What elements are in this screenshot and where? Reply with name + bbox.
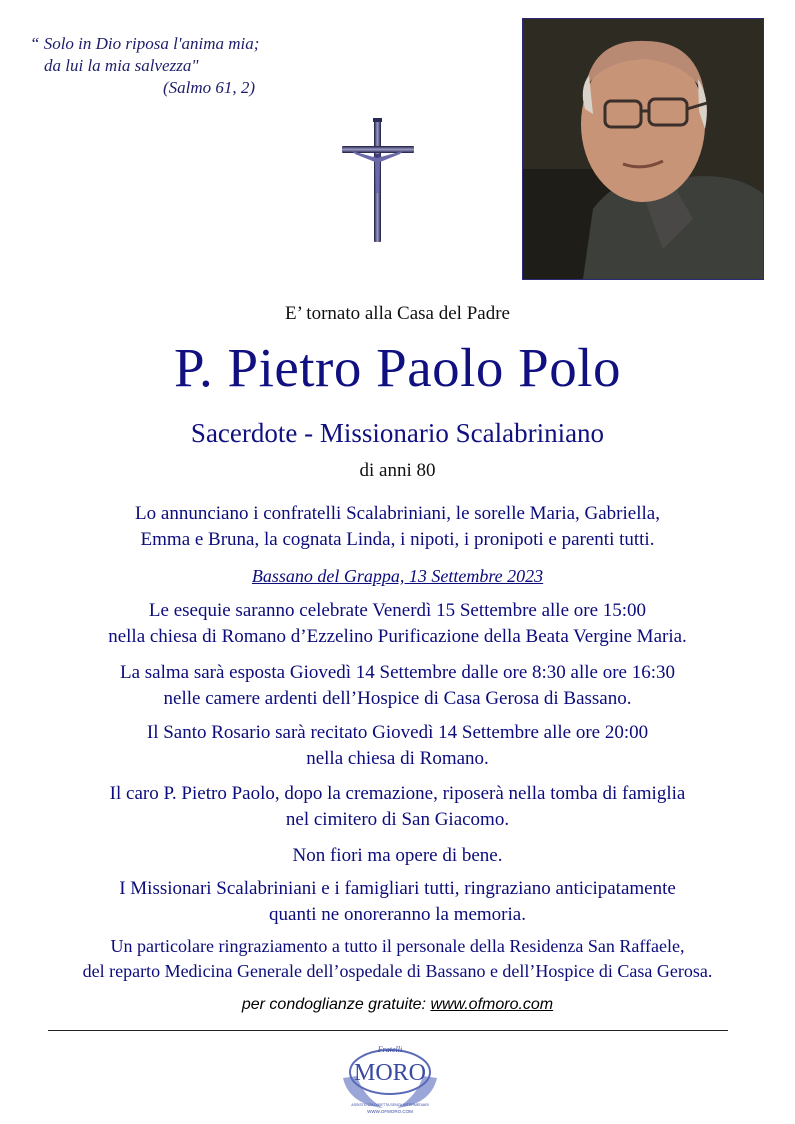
deceased-role: Sacerdote - Missionario Scalabriniano — [190, 418, 605, 448]
psalm-quote — [30, 33, 259, 99]
deceased-name: P. Pietro Paolo Polo — [173, 337, 622, 398]
announcement — [0, 501, 795, 553]
rosary-line-2: nella chiesa di Romano. — [306, 748, 489, 769]
no-flowers-note: Non fiori ma opere di bene. — [292, 845, 503, 866]
quote-line-1: “ Solo in Dio riposa l'anima mia; — [30, 34, 260, 53]
logo-big-text: MORO — [353, 1060, 427, 1086]
place-date-text: Bassano del Grappa, 13 Settembre 2023 — [251, 566, 544, 586]
special-thanks-line-1: Un particolare ringraziamento a tutto il personale della Residenza San Raffaele, — [110, 936, 685, 956]
special-thanks-line-2: del reparto Medicina Generale dell’ospedale di Bassano e dell’Hospice di Casa Gerosa. — [82, 961, 713, 981]
crucifix-icon — [340, 118, 416, 246]
logo-small-text: Fratelli — [377, 1045, 403, 1054]
divider — [48, 1030, 728, 1031]
quote-line-2: da lui la mia salvezza" — [44, 56, 199, 75]
viewing-info — [0, 660, 795, 712]
condolences-link[interactable]: www.ofmoro.com — [430, 996, 554, 1013]
announcement-line-2: Emma e Bruna, la cognata Linda, i nipoti, i pronipoti e parenti tutti. — [140, 529, 655, 550]
condolences-label: per condoglianze gratuite: — [241, 996, 431, 1013]
burial-line-1: Il caro P. Pietro Paolo, dopo la cremazione, riposerà nella tomba di famiglia — [109, 783, 686, 804]
deceased-age: di anni 80 — [359, 460, 436, 481]
condolences-line — [0, 996, 795, 1014]
funeral-line-1: Le esequie saranno celebrate Venerdì 15 Settembre alle ore 15:00 — [148, 600, 647, 621]
intro-text: E’ tornato alla Casa del Padre — [285, 303, 510, 324]
special-thanks — [0, 934, 795, 984]
quote-citation: (Salmo 61, 2) — [163, 78, 256, 97]
rosary-info — [0, 720, 795, 772]
burial-info — [0, 781, 795, 833]
place-date — [0, 563, 795, 589]
announcement-line-1: Lo annunciano i confratelli Scalabriniani, le sorelle Maria, Gabriella, — [135, 503, 660, 524]
viewing-line-1: La salma sarà esposta Giovedì 14 Settembre dalle ore 8:30 alle ore 16:30 — [119, 662, 676, 683]
burial-line-2: nel cimitero di San Giacomo. — [285, 809, 510, 830]
funeral-line-2: nella chiesa di Romano d’Ezzelino Purificazione della Beata Vergine Maria. — [108, 626, 687, 647]
portrait-photo — [522, 18, 764, 280]
rosary-line-1: Il Santo Rosario sarà recitato Giovedì 14 Settembre alle ore 20:00 — [146, 722, 649, 743]
funeral-info — [0, 598, 795, 650]
fratelli-moro-logo — [335, 1038, 445, 1118]
logo-web: WWW.OFMORO.COM — [367, 1109, 413, 1114]
thanks-line-2: quanti ne onoreranno la memoria. — [269, 904, 526, 925]
logo-tagline: ASSISTENZA DIRETTA SENZA INTERMEDIARI — [351, 1103, 429, 1107]
viewing-line-2: nelle camere ardenti dell’Hospice di Casa Gerosa di Bassano. — [163, 688, 632, 709]
thanks-info — [0, 876, 795, 928]
thanks-line-1: I Missionari Scalabriniani e i famigliari tutti, ringraziano anticipatamente — [119, 878, 676, 899]
